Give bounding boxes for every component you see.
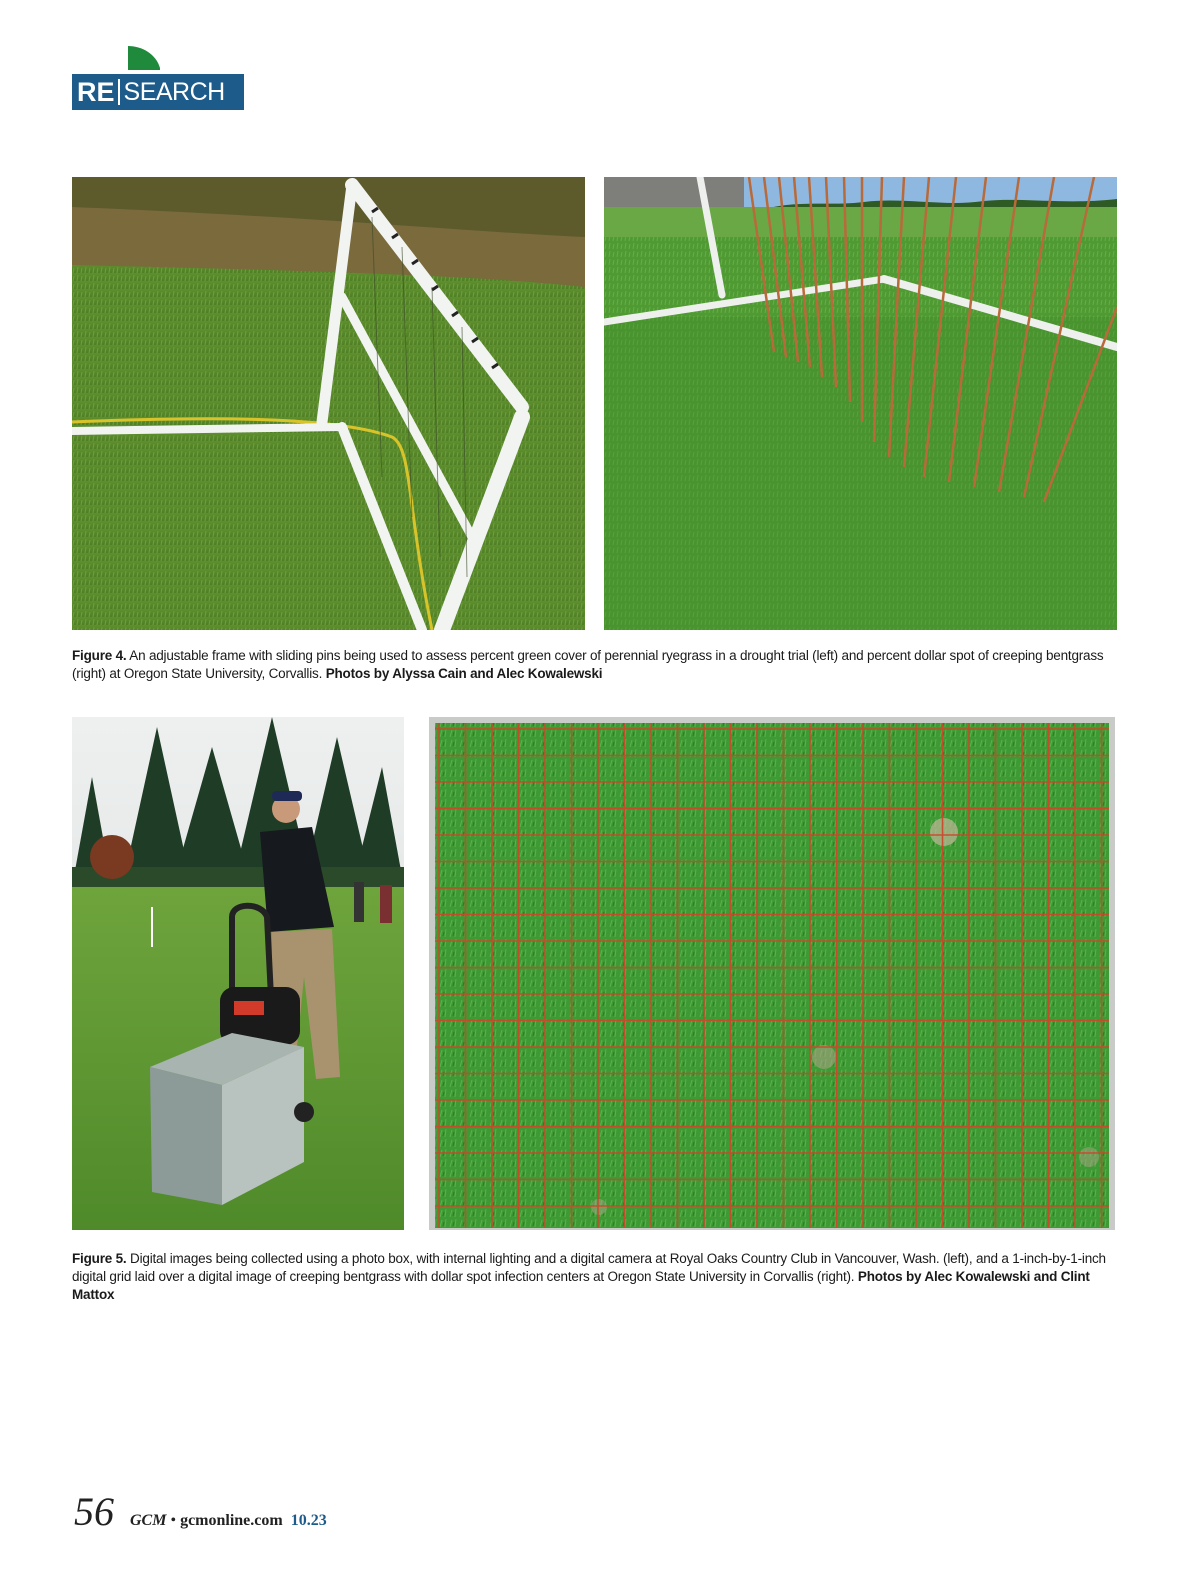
logo-divider [118,79,120,105]
figure5-left-photo [72,717,404,1230]
issue-date: 10.23 [290,1512,327,1529]
logo-search: SEARCH [123,77,225,106]
page-footer [74,1488,327,1535]
figure4-left-photo [72,177,585,630]
page-number: 56 [74,1489,114,1534]
figure4-label: Figure 4. [72,648,127,663]
figure4-text: An adjustable frame with sliding pins being used to assess percent green cover of perennial ryegrass in a drought trial (left) and percent dollar spot of creeping bentgrass (right) at Oregon State University, Corvallis. [72,648,1104,681]
logo-bar [72,74,244,110]
website-link[interactable]: gcmonline.com [180,1512,283,1529]
logo-re: RE [77,76,115,107]
footer-separator: • [170,1512,177,1529]
figure4-credit: Photos by Alyssa Cain and Alec Kowalewski [325,666,603,681]
research-section-logo [72,46,244,110]
figure4-caption [72,647,1122,683]
leaf-icon [128,46,162,70]
figure5-right-photo [429,717,1115,1230]
figure5-credit: Photos by Alec Kowalewski and Clint Mattox [72,1269,1090,1302]
figure5-label: Figure 5. [72,1251,127,1266]
figure5-caption [72,1250,1122,1304]
figure5-text: Digital images being collected using a photo box, with internal lighting and a digital camera at Royal Oaks Country Club in Vancouver, Wash. (left), and a 1-inch-by-1-inch digital grid laid over a digital image of creeping bentgrass with dollar spot infection centers at Oregon State University in Corvallis (right). [72,1251,1106,1284]
magazine-name: GCM [130,1512,167,1529]
figure4-right-photo [604,177,1117,630]
